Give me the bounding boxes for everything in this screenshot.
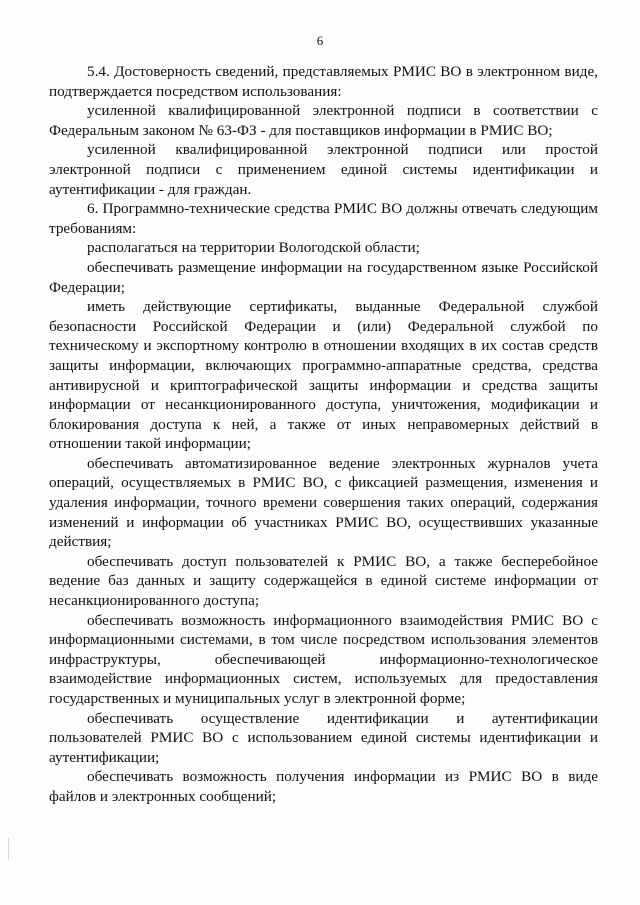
- paragraph-5-4: 5.4. Достоверность сведений, представляемых РМИС ВО в электронном виде, подтверждается посредством использования:: [49, 63, 598, 100]
- paragraph-identification: обеспечивать осуществление идентификации и аутентификации пользователей РМИС ВО с использованием единой системы идентификации и аутентификации;: [49, 709, 598, 766]
- page-number: 6: [316, 33, 324, 48]
- paragraph-simple-signature: усиленной квалифицированной электронной подписи или простой электронной подписи с применением единой системы идентификации и аутентификации - для граждан.: [49, 141, 598, 198]
- paragraph-journals: обеспечивать автоматизированное ведение электронных журналов учета операций, осуществляемых в РМИС ВО, с фиксацией размещения, изменения и удаления информации, точного времени совершения таких операций, содержания изменений и информации об участниках РМИС ВО, осуществивших указанные действия;: [49, 454, 598, 551]
- paragraph-access: обеспечивать доступ пользователей к РМИС ВО, а также бесперебойное ведение баз данных и защиту содержащейся в единой системе информации от несанкционированного доступа;: [49, 552, 598, 610]
- paragraph-location: располагаться на территории Вологодской области;: [87, 239, 420, 257]
- paragraph-qualified-signature: усиленной квалифицированной электронной подписи в соответствии с Федеральным законом № 63-ФЗ - для поставщиков информации в РМИС ВО;: [49, 102, 598, 139]
- paragraph-language: обеспечивать размещение информации на государственном языке Российской Федерации;: [49, 258, 598, 296]
- paragraph-files: обеспечивать возможность получения информации из РМИС ВО в виде файлов и электронных сообщений;: [49, 768, 598, 805]
- scan-artifact: [8, 838, 9, 860]
- paragraph-interaction: обеспечивать возможность информационного взаимодействия РМИС ВО с информационными системами, в том числе посредством использования элементов инфраструктуры, обеспечивающей информационно-технологическое взаимодействие информационных систем, используемых для предоставления государственных и муниципальных услуг в электронной форме;: [49, 611, 598, 707]
- document-body: [49, 62, 598, 807]
- paragraph-certificates: иметь действующие сертификаты, выданные Федеральной службой безопасности Российской Федерации и (или) Федеральной службой по техническому и экспортному контролю в отношении входящих в их состав средств защиты информации, включающих программно-аппаратные средства, средства антивирусной и криптографической защиты информации и средства защиты информации от несанкционированного доступа, уничтожения, модификации и блокирования доступа к ней, а также от иных неправомерных действий в отношении такой информации;: [49, 298, 598, 453]
- paragraph-6: 6. Программно-технические средства РМИС ВО должны отвечать следующим требованиям:: [49, 200, 598, 237]
